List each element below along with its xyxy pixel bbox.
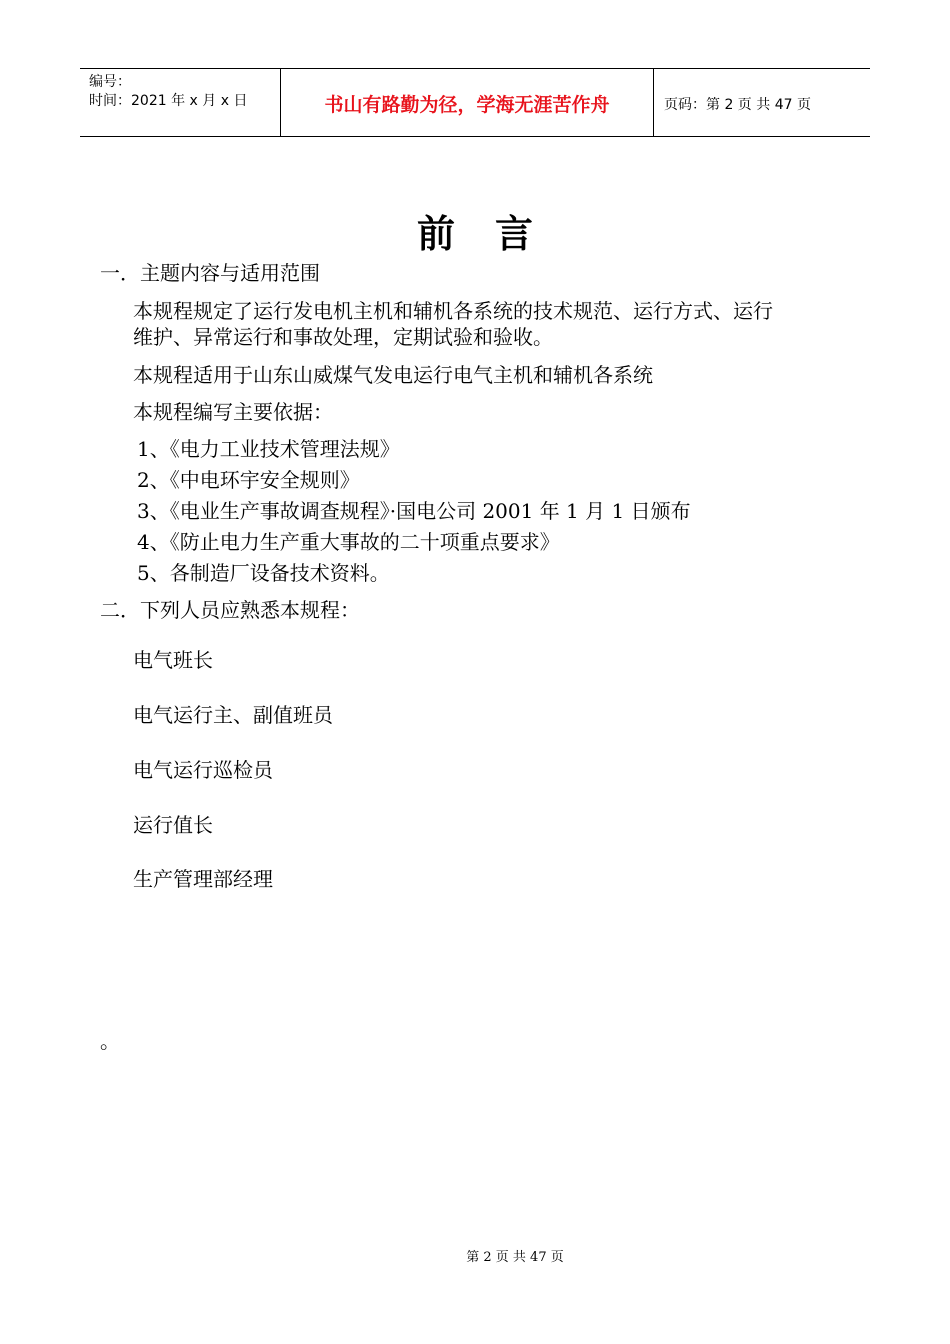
section1-para2: 本规程适用于山东山威煤气发电运行电气主机和辅机各系统: [133, 363, 653, 387]
people-item-2: 电气运行主、副值班员: [133, 703, 333, 727]
people-item-5: 生产管理部经理: [133, 867, 273, 891]
trailing-period: 。: [100, 1029, 120, 1053]
section2-heading: 二．下列人员应熟悉本规程：: [100, 598, 360, 622]
page-title: 前言: [416, 212, 573, 256]
section1-para1-line1: 本规程规定了运行发电机主机和辅机各系统的技术规范、运行方式、运行: [133, 299, 773, 323]
header-motto: 书山有路勤为径，学海无涯苦作舟: [281, 69, 654, 136]
people-item-1: 电气班长: [133, 648, 213, 672]
reference-item-5: 5、各制造厂设备技术资料。: [137, 561, 390, 585]
reference-item-3: 3、《电业生产事故调查规程》·国电公司 2001 年 1 月 1 日颁布: [137, 499, 691, 523]
time-label: 时间：2021 年 x 月 x 日: [89, 93, 248, 109]
page-header: [80, 68, 870, 137]
header-page-info: 页码：第 2 页 共 47 页: [664, 96, 811, 113]
header-meta: [80, 69, 281, 136]
section1-heading: 一．主题内容与适用范围: [100, 261, 320, 285]
reference-item-2: 2、《中电环宇安全规则》: [137, 468, 360, 492]
reference-item-1: 1、《电力工业技术管理法规》: [137, 437, 400, 461]
page-footer: 第 2 页 共 47 页: [466, 1250, 564, 1265]
section1-para3: 本规程编写主要依据：: [133, 400, 333, 424]
reference-item-4: 4、《防止电力生产重大事故的二十项重点要求》: [137, 530, 560, 554]
serial-label: 编号：: [89, 74, 131, 90]
people-item-4: 运行值长: [133, 813, 213, 837]
people-item-3: 电气运行巡检员: [133, 758, 273, 782]
section1-para1-line2: 维护、异常运行和事故处理，定期试验和验收。: [133, 325, 553, 349]
